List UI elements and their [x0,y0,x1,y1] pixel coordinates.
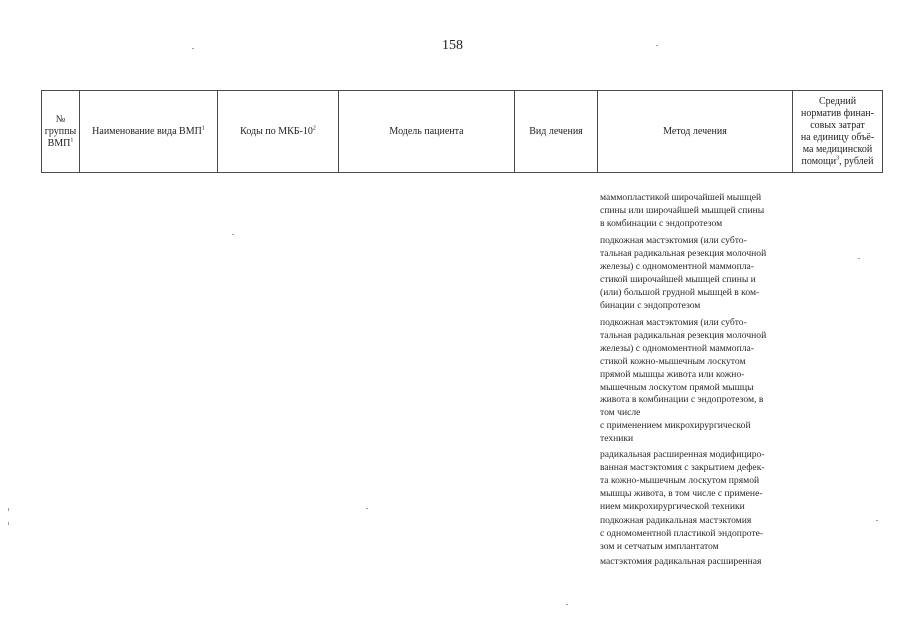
header-group-line: № [55,113,66,125]
scan-speck [192,48,194,49]
method-line: железы) с одномоментной маммопла- [600,260,754,272]
scan-speck [232,234,234,235]
header-group-line: ВМП [47,137,71,149]
method-line: ванная мастэктомия с закрытием дефек- [600,461,765,473]
page-number: 158 [442,38,463,53]
scan-speck [656,45,658,46]
method-line: маммопластикой широчайшей мышцей [600,192,762,203]
method-line: в комбинации с эндопротезом [600,217,723,229]
method-line: мастэктомия радикальная расширенная [600,556,762,567]
footnote-mark: 2 [312,125,316,132]
method-line: спины или широчайшей мышцей спины [600,204,765,216]
header-treatment-method-text: Метод лечения [663,125,727,137]
scan-speck [8,522,9,525]
header-treatment-type-text: Вид лечения [529,125,583,137]
header-icd-codes-text: Коды по МКБ-10 [240,125,313,137]
header-group-line: группы [44,125,77,137]
scan-speck [566,604,568,605]
scan-speck [858,258,860,259]
footnote-mark: 1 [201,125,205,132]
header-patient-model [339,91,515,173]
method-line: прямой мышцы живота или кожно- [600,368,745,380]
scan-speck [366,508,368,509]
method-entry [600,317,795,446]
method-line: радикальная расширенная модифициро- [600,449,765,460]
header-cost-line: помощи [801,155,837,167]
header-icd-codes [218,91,339,173]
header-patient-model-text: Модель пациента [389,125,464,137]
method-line: мышечным лоскутом прямой мышцы [600,381,754,393]
method-line: зом и сетчатым имплантатом [600,540,719,552]
method-line: том числе [600,407,641,419]
header-cost-line: , рублей [839,155,874,167]
header-cost-line: Средний [818,95,857,107]
method-entry [600,192,795,231]
method-line: железы) с одномоментной маммопла- [600,342,754,354]
scan-speck [876,520,878,521]
method-entry [600,449,795,514]
header-cost-line: на единицу объё- [800,131,875,143]
method-line: та кожно-мышечным лоскутом прямой [600,474,760,486]
header-cost-line: ма медицинской [802,143,873,155]
header-cost-line: совых затрат [810,119,865,131]
header-cost-line: норматив финан- [801,107,874,119]
method-line: бинации с эндопротезом [600,299,701,311]
header-group-number [42,91,80,173]
header-vmp-name [80,91,218,173]
method-line: с применением микрохирургической [600,420,751,432]
footnote-mark: 3 [836,155,840,162]
method-entry [600,556,795,569]
method-line: (или) большой грудной мышцей в ком- [600,286,760,298]
table-header [41,90,883,173]
method-line: техники [600,433,634,445]
method-line: мышцы живота, в том числе с примене- [600,487,763,499]
method-line: подкожная радикальная мастэктомия [600,515,752,526]
method-line: живота в комбинации с эндопротезом, в [600,394,764,406]
method-line: тальная радикальная резекция молочной [600,247,767,259]
method-line: подкожная мастэктомия (или субто- [600,317,747,328]
header-vmp-name-text: Наименование вида ВМП [92,125,202,137]
scan-speck [8,508,9,511]
method-line: с одномоментной пластикой эндопроте- [600,527,764,539]
method-line: стикой кожно-мышечным лоскутом [600,355,746,367]
header-treatment-type [515,91,598,173]
footnote-mark: 1 [70,137,74,144]
header-treatment-method [598,91,793,173]
method-entry [600,235,795,312]
method-line: нием микрохирургической техники [600,500,745,512]
method-line: подкожная мастэктомия (или субто- [600,235,747,246]
method-entry [600,515,795,554]
header-average-cost [793,91,883,173]
method-line: стикой широчайшей мышцей спины и [600,273,756,285]
method-line: тальная радикальная резекция молочной [600,329,767,341]
